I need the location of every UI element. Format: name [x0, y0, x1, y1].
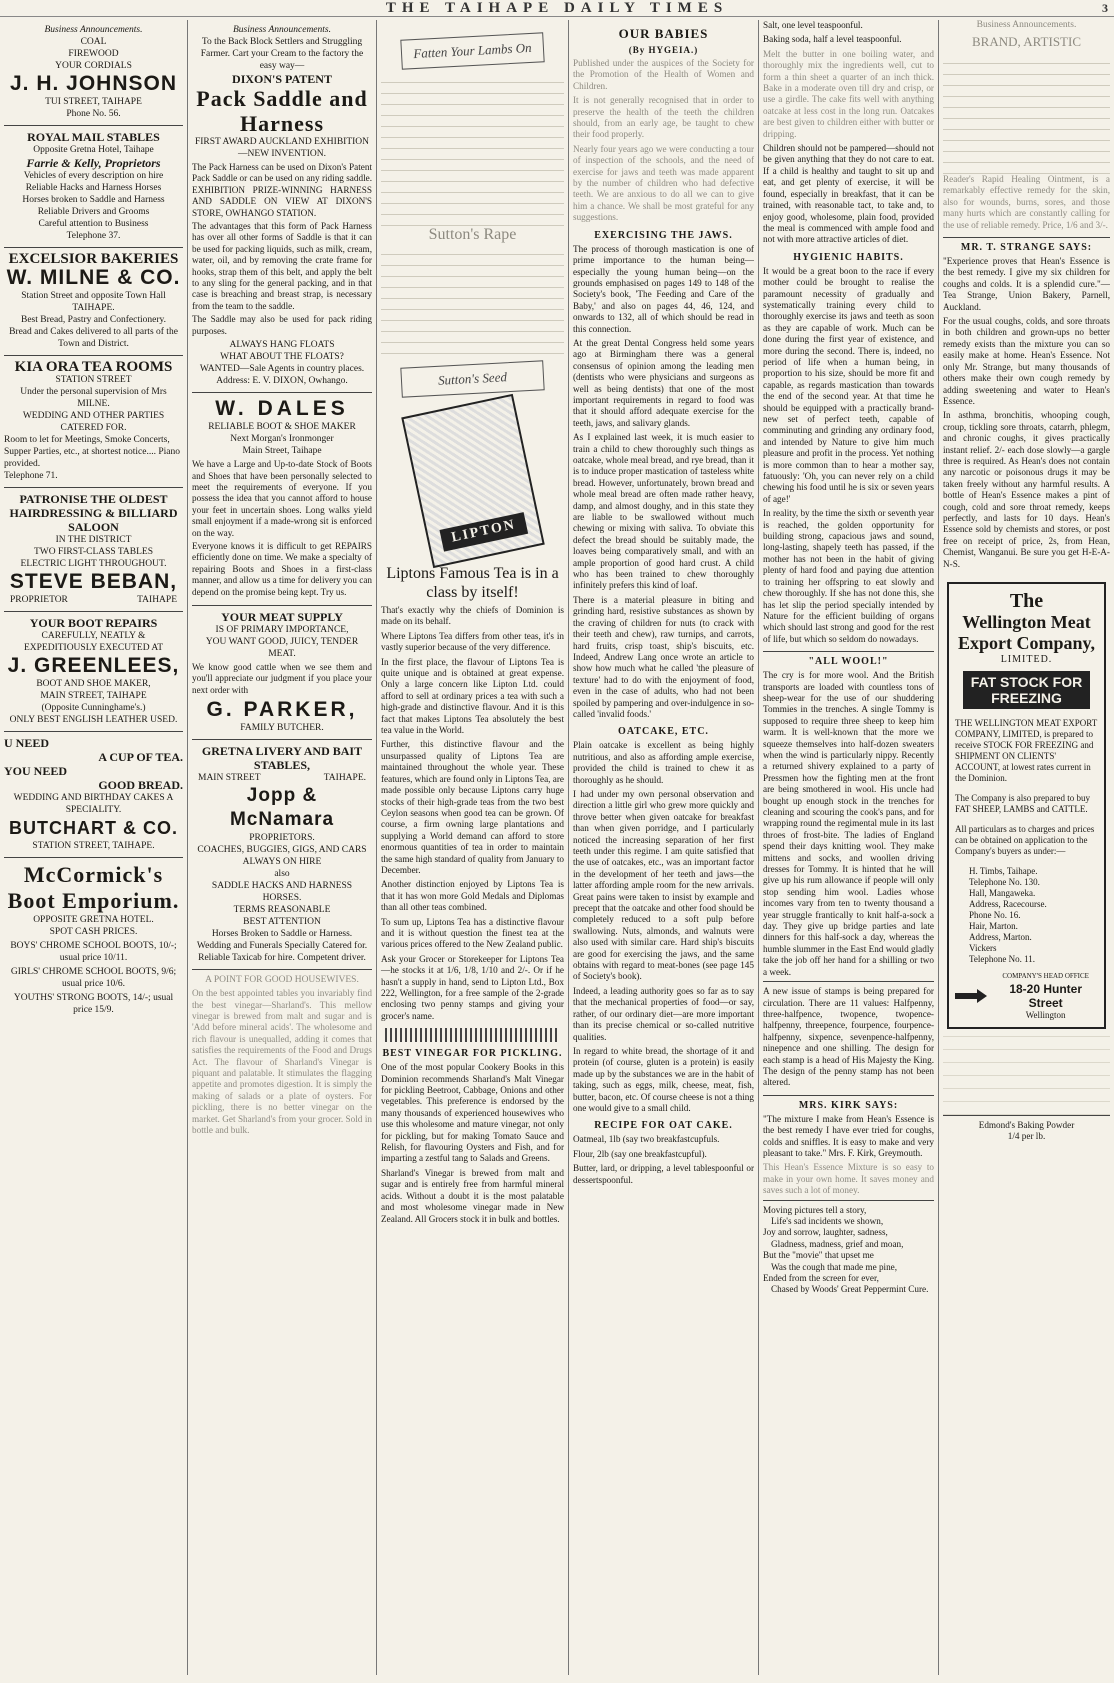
ad-line: Telephone 71.	[4, 471, 58, 481]
ad-line: GOOD BREAD.	[98, 778, 183, 792]
ad-title: BRAND, ARTISTIC	[971, 34, 1081, 49]
ad-line: Careful attention to Business	[38, 219, 149, 229]
package-label: LIPTON	[439, 512, 527, 551]
ad-line: Fatten Your Lambs On	[400, 32, 544, 69]
business-announcements-label: Business Announcements.	[976, 20, 1077, 30]
body-paragraph: "Experience proves that Hean's Essence is the best remedy. I give my six children for coughs and colds. It is a splendid cure."—Tea Strange, Union Bakery, Parnell, Auckland.	[943, 256, 1110, 312]
ad-line: ALWAYS HANG FLOATS	[229, 340, 335, 351]
fat-stock-banner: FAT STOCK FOR FREEZING	[963, 671, 1090, 709]
ad-line: SALOON	[68, 520, 119, 534]
body-paragraph: In regard to white bread, the shortage of it and protein (of course, gluten is a protein) is easily made up by the substances we are in the habit of taking, such as eggs, milk, cheese, meat, fish, butter, bacon, etc. Of course cheese is not a thing one would give to a small child.	[573, 1045, 754, 1113]
ad-line: PROPRIETORS.	[249, 833, 315, 844]
body-paragraph: In the first place, the flavour of Liptons Tea is quite unique and is obtained at great expense. Only a large concern like Lipton Ltd. could afford to sell at ordinary prices a tea with such a high-grade and distinctive flavour. And it is this fact that makes Liptons Tea absolutely the best tea value in the World.	[381, 656, 564, 736]
ad-title: KIA ORA TEA ROOMS	[14, 359, 173, 375]
body-paragraph: The Saddle may also be used for pack riding purposes.	[192, 314, 372, 336]
ad-line: YOUR CORDIALS	[55, 61, 132, 71]
ad-line: To the Back Block Settlers and Struggling Farmer. Cart your Cream to the factory the easy way—	[200, 37, 364, 71]
gretna-ad	[192, 740, 372, 970]
body-paragraph: Another distinction enjoyed by Liptons Tea is that it has won more Gold Medals and Diplomas than all other teas combined.	[381, 879, 564, 913]
ad-title: A POINT FOR GOOD HOUSEWIVES.	[205, 975, 359, 986]
column-2	[188, 20, 377, 1675]
poem-line: Was the cough that made me pine,	[771, 1261, 898, 1272]
column-1	[0, 20, 188, 1675]
body-paragraph: As I explained last week, it is much easier to train a child to chew thoroughly such things as oatcake, whole meal bread, and rye bread, than it is to induce proper mastication of tasteless white bread. However, unfortunately, brown bread and whole meal bread are often made rather heavy, damp, and almost doughy, and in this state they are liable to be swallowed without much chewing or mixing with saliva. To obviate this defect the bread should be suitably made, the loaves being comparatively small, and with an ample proportion of good hard crust. A child who has been trained to chew thoroughly infinitely prefers this kind of loaf.	[573, 432, 754, 591]
body-paragraph: That's exactly why the chiefs of Dominion is made on its behalf.	[381, 605, 564, 627]
ad-line: OPPOSITE GRETNA HOTEL.	[33, 915, 154, 925]
dixon-title: Pack Saddle and Harness	[196, 86, 368, 136]
business-announcements-label: Business Announcements.	[233, 25, 331, 35]
column-4	[569, 20, 759, 1675]
ad-line: Edmond's Baking Powder	[978, 1120, 1075, 1130]
ad-line: also	[274, 869, 290, 880]
ad-line: Under the personal supervision of Mrs MILNE.	[20, 387, 167, 409]
ad-line: Horses Broken to Saddle or Harness.	[211, 929, 353, 940]
ad-line: WANTED—Sale Agents in country places.	[199, 364, 365, 375]
excelsior-ad	[4, 248, 183, 356]
housewives-ad	[192, 970, 372, 1143]
ad-line: CAREFULLY, NEATLY & EXPEDITIOUSLY EXECUTED AT	[23, 631, 164, 653]
edmond-ad	[943, 1115, 1110, 1143]
ad-paragraph: All particulars as to charges and prices can be obtained on application to the Company's buyers as under:—	[955, 824, 1095, 856]
ad-line: YOUR MEAT SUPPLY	[221, 609, 343, 624]
faded-text-block	[943, 1035, 1110, 1115]
poem-line: Gladness, madness, grief and moan,	[771, 1238, 904, 1249]
patronise-ad	[4, 488, 183, 612]
lipton-headline: Liptons Famous Tea is in a class by itself!	[386, 565, 559, 601]
poem-line: Life's sad incidents we shown,	[771, 1216, 884, 1226]
column-3	[377, 20, 569, 1675]
ad-line: Farrie & Kelly, Proprietors	[26, 156, 161, 170]
ad-line: WEDDING AND OTHER PARTIES CATERED FOR.	[22, 411, 165, 433]
beban-name: STEVE BEBAN,	[9, 570, 178, 593]
ad-line: SPOT CASH PRICES.	[49, 927, 138, 937]
dales-ad	[192, 393, 372, 606]
ad-line: Opposite Gretna Hotel, Taihape	[33, 145, 154, 155]
faded-text-block	[381, 76, 564, 226]
body-paragraph: Ask your Grocer or Storekeeper for Liptons Tea—he stocks it at 1/6, 1/8, 1/10 and 2/-. Or if he hasn't a supply in hand, send to Lipton Ltd., Box 222, Wellington, for a free sample of the 2-grade enclosing two penny stamps and giving your grocer's name.	[381, 953, 564, 1021]
parker-name: G. PARKER,	[206, 698, 358, 722]
ad-title: GRETNA LIVERY AND BAIT STABLES,	[201, 744, 363, 773]
body-paragraph: Indeed, a leading authority goes so far as to say that the mechanical properties of food—or say, rather, of our ordinary diet—are more important than its precise chemical or so-called nutritive qualities.	[573, 985, 754, 1042]
faded-rape-ad	[381, 20, 564, 394]
body-paragraph: Nearly four years ago we were conducting a tour of inspection of the schools, and the need of exercise for jaws and teeth was made apparent by the number of children who had defective teeth. We are anxious to do all we can to give him a chance. We shall be most grateful for any suggestions.	[573, 143, 754, 223]
decorative-divider	[385, 1028, 560, 1042]
article-byline: (By HYGEIA.)	[628, 45, 699, 55]
ad-line: Vehicles of every description on hire	[23, 171, 164, 181]
ad-line: DIXON'S PATENT	[232, 72, 332, 86]
milne-name: W. MILNE & CO.	[6, 266, 181, 289]
body-paragraph: In asthma, bronchitis, whooping cough, croup, tickling sore throats, catarrh, phlegm, and chronic coughs, it gives practically instant relief. 2/- each dose slowly—a gargle three is required. As Hean's does not contain any narcotic or poisonous drugs it may be taken freely without any harmful results. A bottle of Hean's Essence makes a pint of cough, cold and sore throat remedy, keeps perfectly, and lasts for 10 days. Hean's Essence sold by chemists and stores, or post free on receipt of price, 2s, from Hean, Chemist, Wanganui. Be sure you get H-E-A-N-S.	[943, 410, 1110, 569]
johnson-name: J. H. JOHNSON	[9, 72, 178, 95]
body-paragraph: I had under my own personal observation and direction a little girl who grew more quickly and throve better when given oatcake for breakfast than when given porridge, and I particularly noticed the increasing separation of her first teeth under this regime. I am quite satisfied that the use of oatcakes, etc., was an important factor in the development of her teeth and jaws—the latter affording ample room for the new arrivals. Great pains were taken to insist by example and precept that the oatcake and other food should be completely reduced to a soft pulp before swallowing. Nuts, almonds, and walnuts were also used with similar care. Hard ship's biscuits are good for exercising the jaws, and the same obtains with regard to meat-bones (see page 145 of Society's book).	[573, 788, 754, 982]
ad-line: TWO FIRST-CLASS TABLES	[33, 547, 154, 557]
ad-line: BOYS' CHROME SCHOOL BOOTS, 10/-; usual price 10/11.	[10, 941, 177, 963]
body-paragraph: To sum up, Liptons Tea has a distinctive flavour and it is without question the finest tea at the various prices offered to the New Zealand public.	[381, 916, 564, 950]
masthead	[0, 0, 1114, 17]
ad-line: HAIRDRESSING & BILLIARD	[9, 506, 178, 520]
body-paragraph: The advantages that this form of Pack Harness has over all other forms of Saddle is that it can be used for packing liquids, such as milk, cream, water, oil, and by removing the crate frame for hooks, strap them of this belt, and apply the belt to any sling for the general packing, and in that case is breaching and breast strap, is necessary from the team to the saddle.	[192, 221, 372, 311]
poem-line: Ended from the screen for ever,	[763, 1273, 879, 1284]
ad-line: TAIHAPE	[137, 595, 177, 605]
ad-line: BOOT AND SHOE MAKER,	[36, 679, 151, 689]
ad-line: GIRLS' CHROME SCHOOL BOOTS, 9/6; usual price 10/6.	[10, 967, 177, 989]
ad-line: PROPRIETOR	[10, 595, 68, 605]
ad-line: Sutton's Seed	[400, 360, 544, 397]
body-paragraph: On the best appointed tables you invariably find the best vinegar—Sharland's. This mellow vinegar is brewed from malt and sugar and is 'Add before mineral acids'. The wholesome and rich flavour is unequalled, adding it comes that satisfies the requirements of the Food and Drugs Act. The flavour of Sharland's Vinegar is piquant and palatable. It stimulates the flagging appetite and promotes digestion. It is simply the making of salads or a plate of oysters. For pickling, there is no better vinegar on the market. Get Sharland's from your grocer. Sold in bottle and bulk.	[192, 988, 372, 1136]
column-6	[939, 20, 1114, 1675]
recipe-line: Oatmeal, 1lb (say two breakfastcupfuls.	[573, 1134, 720, 1145]
ad-line: Address: E. V. DIXON, Owhango.	[216, 376, 348, 387]
ad-line: PATRONISE THE OLDEST	[19, 492, 168, 506]
ad-line: COAL	[80, 37, 107, 47]
body-paragraph: Everyone knows it is difficult to get REPAIRS efficiently done on time. We make a specialty of repairing Boots and Shoes in a first-class manner, and allow us a time for delivery you can depend on the promise being kept. Try us.	[192, 540, 372, 597]
poem-line: Moving pictures tell a story,	[763, 1204, 867, 1215]
body-paragraph: Reader's Rapid Healing Ointment, is a remarkably effective remedy for the skin, also for wounds, burns, sores, and those many hurts which are constantly calling for the use of reliable remedy. Price, 1/6 and 3/-.	[943, 174, 1110, 230]
section-heading: MR. T. STRANGE SAYS:	[943, 237, 1110, 253]
ad-line: IN THE DISTRICT	[55, 535, 132, 545]
ad-line: Reliable Drivers and Grooms	[37, 207, 150, 217]
ad-line: Telephone 37.	[66, 231, 121, 241]
ad-line: COACHES, BUGGIES, GIGS, AND CARS ALWAYS ON HIRE	[197, 845, 367, 868]
body-paragraph: Plain oatcake is excellent as being highly nutritious, and also as affording ample exercise, provided the child is trained to chew it as thoroughly as he should.	[573, 740, 754, 785]
ad-line: Phone No. 56.	[66, 109, 121, 119]
body-paragraph: At the great Dental Congress held some years ago at Birmingham there was a general consensus of opinion among the leading men (dentists who were physicians and surgeons as well as being dentists) that one of the most important requirements in regard to food was that it should afford adequate exercise for the teeth, jaws, and salivary glands.	[573, 337, 754, 428]
ad-line: ELECTRIC LIGHT THROUGHOUT.	[20, 559, 167, 569]
recipe-line: Flour, 2lb (say one breakfastcupful).	[573, 1148, 707, 1159]
column-5	[759, 20, 939, 1675]
wmec-name: Wellington Meat Export Company,	[957, 612, 1096, 653]
ad-line: Wedding and Funerals Specially Catered for.	[196, 941, 368, 952]
ad-line: MAIN STREET, TAIHAPE	[40, 691, 147, 701]
body-paragraph: We have a Large and Up-to-date Stock of Boots and Shoes that have been personally selected to meet the requirements of everyone. If you possess the idea that you cannot afford to house your feet in uncertain shoes. Long walks yield small enjoyment if a made-wrong sit is enforced on the way.	[192, 459, 372, 538]
agent-line: Telephone No. 130.	[969, 877, 1040, 887]
body-paragraph: This Hean's Essence Mixture is so easy to make in your own home. It saves money and saves such a lot of money.	[763, 1162, 934, 1196]
agent-line: Address, Marton.	[969, 932, 1032, 942]
faded-text-block	[943, 54, 1110, 174]
ad-line: Best Bread, Pastry and Confectionery.	[20, 315, 166, 325]
body-paragraph: Salt, one level teaspoonful.	[763, 20, 863, 30]
body-paragraph: "The mixture I make from Hean's Essence is the best remedy I have ever tried for coughs, colds and sniffles. It is easy to make and very pleasant to take." Mrs. F. Kirk, Greymouth.	[763, 1113, 934, 1158]
ad-line: YOUTHS' STRONG BOOTS, 14/-; usual price 15/9.	[13, 993, 174, 1015]
ad-line: Main Street, Taihape	[242, 446, 322, 457]
mccormick-ad	[4, 858, 183, 1023]
poem-line: But the "movie" that upset me	[763, 1250, 874, 1261]
parker-ad	[192, 606, 372, 740]
section-heading: RECIPE FOR OAT CAKE.	[594, 1120, 733, 1132]
ad-line: COMPANY'S HEAD OFFICE	[1002, 972, 1089, 980]
agent-line: Hair, Marton.	[969, 921, 1018, 931]
recipe-line: Butter, lard, or dripping, a level tablespoonful or dessertspoonful.	[573, 1163, 754, 1185]
ad-line: FAMILY BUTCHER.	[240, 723, 324, 734]
dales-name: W. DALES	[215, 397, 349, 421]
body-paragraph: For the usual coughs, colds, and sore throats in both children and grown-ups no better remedy exists than the mixture you can so easily make at home. Hean's Essence. Not only Mr. Strange, but many thousands of others make their own cough remedy by adding sweetening and water to Hean's Essence.	[943, 316, 1110, 406]
ad-line: IS OF PRIMARY IMPORTANCE,	[215, 624, 349, 635]
office-address: 18-20 Hunter Street	[1009, 982, 1083, 1010]
beban-row	[4, 594, 183, 606]
ad-line: LIMITED.	[1000, 654, 1053, 665]
section-heading: "ALL WOOL!"	[763, 651, 934, 667]
section-heading: OATCAKE, ETC.	[618, 726, 709, 738]
ad-line: Station Street and opposite Town Hall	[21, 291, 166, 301]
ad-line: BEST ATTENTION	[243, 917, 321, 928]
page-number: 3	[1102, 1, 1108, 15]
ad-line: Next Morgan's Ironmonger	[230, 434, 334, 445]
body-paragraph: Children should not be pampered—should not be given anything that they do not care to eat. If a child is healthy and taught to sit up and eat, and get plenty of exercise, it will be found, especially in breakfast, that it can be trained, with reasonable tact, to take and, to enjoy good, wholesome, plain food, provided the meal is commenced with ample food and not with more attractive articles of diet.	[763, 143, 934, 245]
agent-line: Telephone No. 11.	[969, 954, 1036, 964]
ad-line: YOU WANT GOOD, JUICY, TENDER MEAT.	[205, 636, 359, 659]
body-paragraph: It is not generally recognised that in order to preserve the health of the teeth the children should, from an early age, be taught to chew their food properly.	[573, 95, 754, 140]
wellington-meat-export-ad	[947, 582, 1106, 1029]
body-paragraph: Melt the butter in one boiling water, and thoroughly mix the ingredients well, cut to form a thin sheet a quarter of an inch thick. Bake in a moderate oven till dry and crisp, or use a girdle. The cake fits well with anything oatcake at less cost in the long run. Oatcakes are best given to children either with butter or dripping.	[763, 48, 934, 139]
poem-line: Chased by Woods' Great Peppermint Cure.	[771, 1284, 929, 1295]
ad-line: TUI STREET, TAIHAPE	[45, 97, 142, 107]
ad-line: MAIN STREET	[198, 773, 261, 784]
body-paragraph: A new issue of stamps is being prepared for circulation. There are 11 values: Halfpenny, three-halfpence, twopence, twopence-halfpenny, threepence, fourpence, fourpence-halfpenny, sixpence, sevenpence-halfpenny, ninepence and one shilling. The design for each stamp is a head of His Majesty the King. The design of the penny stamp has not been altered.	[763, 981, 934, 1089]
ad-line: WHAT ABOUT THE FLOATS?	[220, 352, 344, 363]
section-heading: BEST VINEGAR FOR PICKLING.	[382, 1048, 563, 1060]
lipton-tea-package-image	[401, 394, 545, 568]
ad-line: Horses broken to Saddle and Harness	[22, 195, 165, 205]
body-paragraph: Sharland's Vinegar is brewed from malt and sugar and is entirely free from harmful mineral acids. Without a doubt it is the most palatable and most wholesome vinegar made in New Zealand. All Grocers stock it in bulk and bottles.	[381, 1167, 564, 1224]
body-paragraph: There is a material pleasure in biting and grinding hard, resistive substances as shown by the craving of children for nuts (to crack with their teeth and chew), raw turnips, and carrots, hard fruits, crisp toast, ship's biscuits, etc. Indeed, Andrew Lang once wrote an article to show how much what he called 'the pleasure of texture' had to do with the enjoyment of food, even in the case of adults, who had not been spoiled by pampering and over-indulgence in so-called 'invalid foods.'	[573, 594, 754, 719]
ad-line: 1/4 per lb.	[1007, 1131, 1046, 1142]
agent-line: Address, Racecourse.	[969, 899, 1047, 909]
business-announcements-label: Business Announcements.	[44, 25, 143, 35]
ad-line: Sutton's Rape	[428, 226, 517, 243]
mccormick-name: McCormick's Boot Emporium.	[7, 862, 180, 913]
section-heading: HYGIENIC HABITS.	[793, 251, 904, 263]
body-paragraph: The cry is for more wool. And the British transports are loaded with countless tons of sheep-wear for the use of our shuddering Tommies in the trenches. A single Tommy is supposed to require three sheep to keep him warm. It is well-known that the more we squeeze themselves into half-dozen sweaters when the wind is particularly nippy. Recently a returned shivery explained to a party of Pressmen how the fighting men at the front are being smothered in wool. His uncle had bought up enough stock in the trenches for cleaning and scouring the cook's pans, and for wrapping round the regimental mule in its last throes of frost-bite. The ladies of England spend their days knitting wool. They make mittens and socks, and woollen driving dresses for Tommy. It is hinted that he will give up his rum allowance if people will only stop sending him wool. Ladies whose incomes vary from ten to twenty thousand a year struggle frantically to knit half-a-sock a day. They give up bridge parties and late dinners for this half-sock a day, whereas the humble slummer in the East End would gladly take the job off her hand for a shilling or two a week.	[763, 670, 934, 977]
masthead-title: THE TAIHAPE DAILY TIMES	[385, 0, 729, 16]
ad-line: WEDDING AND BIRTHDAY CAKES A SPECIALITY.	[13, 793, 174, 815]
body-paragraph: Where Liptons Tea differs from other teas, it's in vastly superior because of the very difference.	[381, 630, 564, 653]
ad-line: SADDLE HACKS AND HARNESS HORSES.	[211, 881, 353, 904]
butchart-ad	[4, 732, 183, 858]
ad-line: Wellington	[1025, 1010, 1066, 1020]
kiaora-ad	[4, 356, 183, 488]
body-paragraph: Baking soda, half a level teaspoonful.	[763, 34, 902, 45]
body-paragraph: One of the most popular Cookery Books in this Dominion recommends Sharland's Malt Vinegar for pickling Beetroot, Cabbage, Onions and other vegetables. This preference is endorsed by the many thousands of experienced housewives who use this wholesome and mature vinegar, not only for pickling, but for making Tomato Sauce and Relish, for flavouring Oysters and Fish, and for imparting a zestful tang to Salads and Greens.	[381, 1062, 564, 1164]
ad-line: STATION STREET, TAIHAPE.	[32, 841, 155, 851]
gretna-row	[192, 772, 372, 784]
ad-line: ONLY BEST ENGLISH LEATHER USED.	[9, 715, 178, 725]
body-paragraph: In reality, by the time the sixth or seventh year is reached, the golden opportunity for building strong, capacious jaws and sound, long-lasting, shapely teeth has passed, if the mother has not been in the habit of giving plenty of hard food and paying due attention to training her offspring to eat slowly and chew thoroughly. If she has not done this, she has let slip the period specially intended by Nature for the efficient building of organs which should last strong and good for the rest of life, but which so seldom do nowadays.	[763, 508, 934, 644]
section-heading: EXERCISING THE JAWS.	[594, 229, 733, 241]
body-paragraph: Further, this distinctive flavour and the unsurpassed quality of Liptons Tea are maintained throughout the whole year. These features, which are found only in Liptons Tea, are made possible only because Liptons carry huge stocks of their high-grade teas from the two best Ceylon seasons when good tea can be grown. Of course, a firm owning large plantations and supplying a World demand can afford to store enormous quantities of tea in order to maintain the same high standard of quality from January to December.	[381, 739, 564, 875]
ad-line: Reliable Hacks and Harness Horses	[25, 183, 162, 193]
article-title: OUR BABIES	[618, 26, 709, 41]
ad-line: Bread and Cakes delivered to all parts of the Town and District.	[9, 327, 178, 349]
ad-line: FIRST AWARD AUCKLAND EXHIBITION—NEW INVENTION.	[194, 137, 370, 159]
ad-line: The	[1009, 590, 1044, 612]
ad-line: STATION STREET	[55, 375, 132, 385]
royal-mail-ad	[4, 126, 183, 248]
agent-line: H. Timbs, Taihape.	[969, 866, 1038, 876]
body-paragraph: The process of thorough mastication is one of prime importance to the human being—especially the young human being—on the grounds emphasised on pages 149 to 148 of the Society's book, 'The Feeding and Care of the Baby,' and also on pages 44, 46, 124, and onwards to 132, all of which should be read in this connection.	[573, 243, 754, 334]
ad-line: A CUP OF TEA.	[98, 750, 183, 764]
poem-block	[763, 1200, 934, 1296]
ad-line: TAIHAPE.	[72, 303, 115, 313]
greenlees-ad	[4, 612, 183, 732]
ad-line: Room to let for Meetings, Smoke Concerts, Supper Parties, etc., at shortest notice.... Piano provided.	[4, 435, 180, 469]
ad-line: YOUR BOOT REPAIRS	[29, 616, 158, 630]
ad-line: Reliable Taxicab for hire. Competent driver.	[198, 953, 366, 964]
section-heading: MRS. KIRK SAYS:	[763, 1095, 934, 1111]
ad-paragraph: THE WELLINGTON MEAT EXPORT COMPANY, LIMITED, is prepared to receive STOCK FOR FREEZING and SHIPMENT ON CLIENTS' ACCOUNT, at lowest rates current in the Dominion.	[955, 718, 1098, 783]
ad-line: TERMS REASONABLE	[233, 905, 331, 916]
ad-paragraph: The Company is also prepared to buy FAT SHEEP, LAMBS and CATTLE.	[955, 793, 1090, 814]
ad-line: U NEED	[4, 736, 50, 750]
greenlees-name: J. GREENLEES,	[7, 654, 180, 677]
ad-line: YOU NEED	[4, 764, 68, 778]
body-paragraph: Published under the auspices of the Society for the Promotion of the Health of Women and Children.	[573, 58, 754, 91]
dixon-ad	[192, 20, 372, 393]
pointing-hand-icon	[955, 989, 987, 1003]
ad-title: EXCELSIOR BAKERIES	[8, 251, 179, 267]
agent-line: Phone No. 16.	[969, 910, 1021, 920]
ad-line: TAIHAPE.	[323, 773, 366, 784]
faded-ointment-ad	[943, 20, 1110, 231]
ad-line: RELIABLE BOOT & SHOE MAKER	[208, 422, 356, 433]
ad-title: ROYAL MAIL STABLES	[27, 130, 160, 144]
ad-line: FIREWOOD	[68, 49, 119, 59]
office-row	[955, 971, 1098, 1021]
agent-line: Hall, Mangaweka.	[969, 888, 1036, 898]
butchart-name: BUTCHART & CO.	[9, 818, 178, 838]
ad-line: (Opposite Cunninghame's.)	[41, 703, 146, 713]
body-paragraph: It would be a great boon to the race if every mother could be brought to realise the paramount necessity of gradually and systematically training every child to thoroughly exercise its jaws and teeth as soon as they are capable of work. Much can be done during the first year of existence, and more during the second. There is, indeed, no period of life when a human being, in proportion to his size, should be more fit and capable, as regards mastication than towards the end of the second year. At that time he should be equipped with a practically brand-new set of perfect teeth, capable of comminuting and grinding any ordinary food, and intended by Nature to give him much pleasure and profit in the process. Yet nothing is more common than to hear a mother say, fatuously: 'Oh, you can never rely on a child chewing his food until he is six or seven years of age!'	[763, 265, 934, 504]
johnson-ad	[4, 20, 183, 126]
agent-line: Vickers	[969, 943, 997, 953]
body-paragraph: We know good cattle when we see them and you'll appreciate our judgment if you place your next order with	[192, 661, 372, 695]
poem-line: Joy and sorrow, laughter, sadness,	[763, 1227, 888, 1238]
jopp-name: Jopp & McNamara	[229, 785, 335, 831]
body-paragraph: The Pack Harness can be used on Dixon's Patent Pack Saddle or can be used on any riding saddle. EXHIBITION PRIZE-WINNING HARNESS AND SADDLE ON VIEW AT DIXON'S STORE, OWHANGO STATION.	[192, 162, 372, 218]
faded-text-block	[381, 244, 564, 354]
